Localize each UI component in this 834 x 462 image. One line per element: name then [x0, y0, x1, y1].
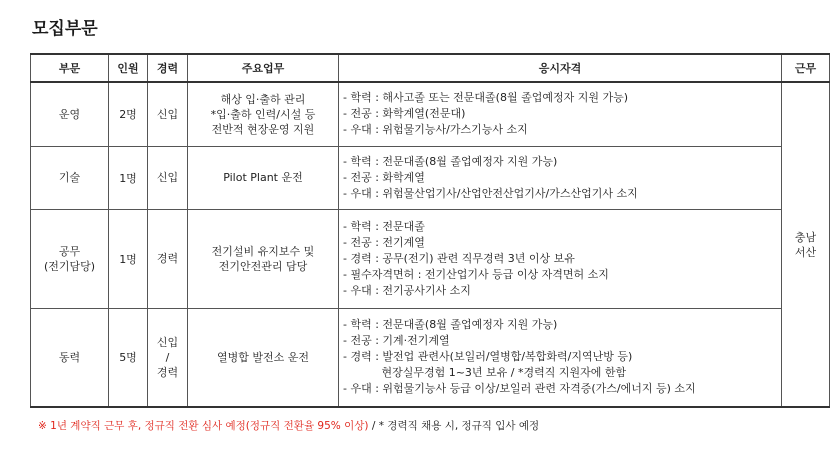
header-count: 인원 — [109, 54, 148, 82]
count-cell: 2명 — [109, 82, 148, 146]
quals-cell: - 학력 : 해사고졸 또는 전문대졸(8월 졸업예정자 지원 가능) - 전공 : 화학계열(전문대) - 우대 : 위험물기능사/가스기능사 소지 — [339, 82, 782, 146]
footnote-career: / * 경력직 채용 시, 정규직 입사 예정 — [368, 420, 540, 432]
career-cell: 신입 — [148, 146, 188, 209]
career-cell: 신입 / 경력 — [148, 308, 188, 407]
footnote — [38, 418, 539, 433]
career-cell: 신입 — [148, 82, 188, 146]
dept-cell: 공무 (전기담당) — [31, 209, 109, 308]
location-cell: 충남 서산 — [782, 82, 830, 407]
header-career: 경력 — [148, 54, 188, 82]
quals-cell: - 학력 : 전문대졸(8월 졸업예정자 지원 가능) - 전공 : 화학계열 - 우대 : 위험물산업기사/산업안전산업기사/가스산업기사 소지 — [339, 146, 782, 209]
footnote-contract: ※ 1년 계약직 근무 후, 정규직 전환 심사 예정(정규직 전환율 95% 이상) — [38, 420, 369, 432]
count-cell: 1명 — [109, 209, 148, 308]
section-title: 모집부문 — [32, 19, 98, 39]
count-cell: 5명 — [109, 308, 148, 407]
header-duties: 주요업무 — [188, 54, 339, 82]
table-row — [31, 146, 830, 209]
count-cell: 1명 — [109, 146, 148, 209]
header-location: 근무 — [782, 54, 830, 82]
dept-cell: 기술 — [31, 146, 109, 209]
duties-cell: 해상 입·출하 관리 *입·출하 인력/시설 등 전반적 현장운영 지원 — [188, 82, 339, 146]
table-row — [31, 82, 830, 146]
recruitment-table — [30, 53, 830, 408]
quals-cell: - 학력 : 전문대졸(8월 졸업예정자 지원 가능) - 전공 : 기계·전기계열 - 경력 : 발전업 관련사(보일러/열병합/복합화력/지역난방 등) 현장실무경험 1~3년 보유 / *경력직 지원자에 한함 - 우대 : 위험물기능사 등급 이상/보일러 관련 자격증(가스/에너지 등) 소지 — [339, 308, 782, 407]
quals-cell: - 학력 : 전문대졸 - 전공 : 전기계열 - 경력 : 공무(전기) 관련 직무경력 3년 이상 보유 - 필수자격면허 : 전기산업기사 등급 이상 자격면허 소지 - 우대 : 전기공사기사 소지 — [339, 209, 782, 308]
dept-cell: 동력 — [31, 308, 109, 407]
table-header-row — [31, 54, 830, 82]
duties-cell: Pilot Plant 운전 — [188, 146, 339, 209]
duties-cell: 열병합 발전소 운전 — [188, 308, 339, 407]
header-quals: 응시자격 — [339, 54, 782, 82]
dept-cell: 운영 — [31, 82, 109, 146]
header-dept: 부문 — [31, 54, 109, 82]
duties-cell: 전기설비 유지보수 및 전기안전관리 담당 — [188, 209, 339, 308]
table-row — [31, 308, 830, 407]
career-cell: 경력 — [148, 209, 188, 308]
table-row — [31, 209, 830, 308]
